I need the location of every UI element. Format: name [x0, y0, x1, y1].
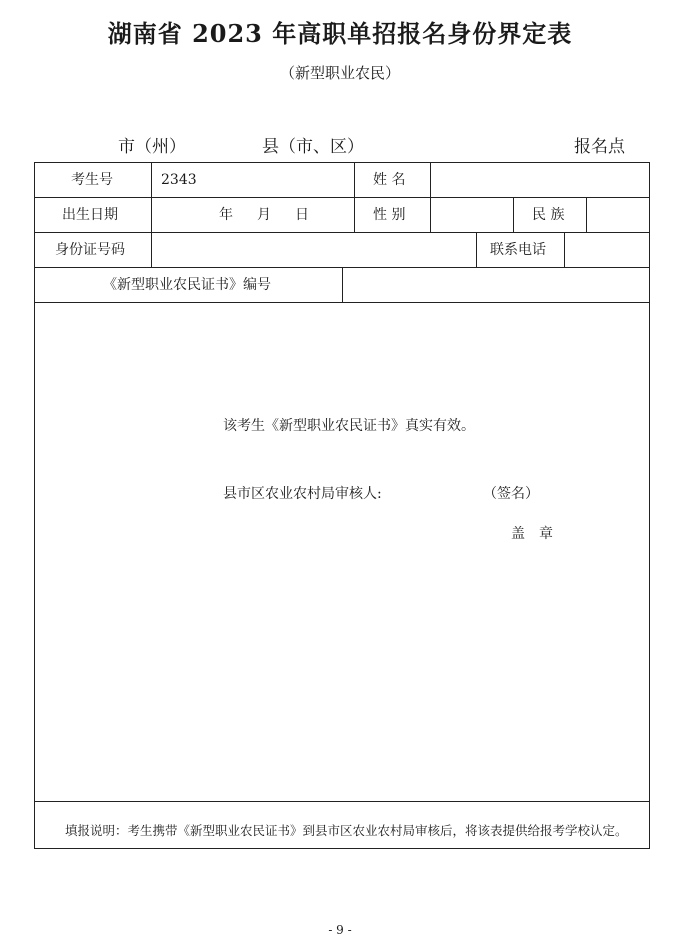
- column-divider: [513, 197, 514, 232]
- filling-instructions: 填报说明：考生携带《新型职业农民证书》到县市区农业农村局审核后，将该表提供给报考学校认定。: [65, 823, 628, 838]
- column-divider: [151, 232, 152, 267]
- page-number: - 9 -: [328, 923, 352, 937]
- row-divider: [35, 197, 649, 198]
- birth-year-label: 年: [219, 207, 233, 223]
- id-number-label: 身份证号码: [55, 242, 125, 258]
- column-divider: [354, 197, 355, 232]
- certificate-number-label: 《新型职业农民证书》编号: [103, 277, 271, 293]
- county-label: 县（市、区）: [262, 137, 364, 157]
- registration-site-label: 报名点: [574, 137, 625, 157]
- row-divider: [35, 801, 649, 802]
- column-divider: [151, 163, 152, 197]
- exam-number-value: 2343: [161, 172, 197, 188]
- identity-form-table: [34, 162, 650, 849]
- document-title: 湖南省 2023 年高职单招报名身份界定表: [107, 19, 573, 48]
- column-divider: [476, 232, 477, 267]
- phone-label: 联系电话: [490, 242, 546, 258]
- document-subtitle: （新型职业农民）: [279, 64, 400, 82]
- city-label: 市（州）: [118, 137, 186, 157]
- reviewer-label: 县市区农业农村局审核人:: [223, 486, 382, 502]
- seal-label: 盖 章: [511, 526, 553, 542]
- column-divider: [564, 232, 565, 267]
- exam-number-label: 考生号: [71, 172, 113, 188]
- column-divider: [430, 197, 431, 232]
- column-divider: [430, 163, 431, 197]
- column-divider: [354, 163, 355, 197]
- row-divider: [35, 302, 649, 303]
- row-divider: [35, 232, 649, 233]
- column-divider: [151, 197, 152, 232]
- birth-day-label: 日: [295, 207, 309, 223]
- column-divider: [586, 197, 587, 232]
- birth-month-label: 月: [257, 207, 271, 223]
- column-divider: [342, 267, 343, 302]
- birth-date-label: 出生日期: [62, 207, 118, 223]
- ethnicity-label: 民 族: [532, 207, 565, 223]
- gender-label: 性 别: [373, 207, 406, 223]
- name-label: 姓 名: [373, 172, 406, 188]
- signature-label: （签名）: [483, 486, 539, 502]
- certification-statement: 该考生《新型职业农民证书》真实有效。: [223, 418, 475, 434]
